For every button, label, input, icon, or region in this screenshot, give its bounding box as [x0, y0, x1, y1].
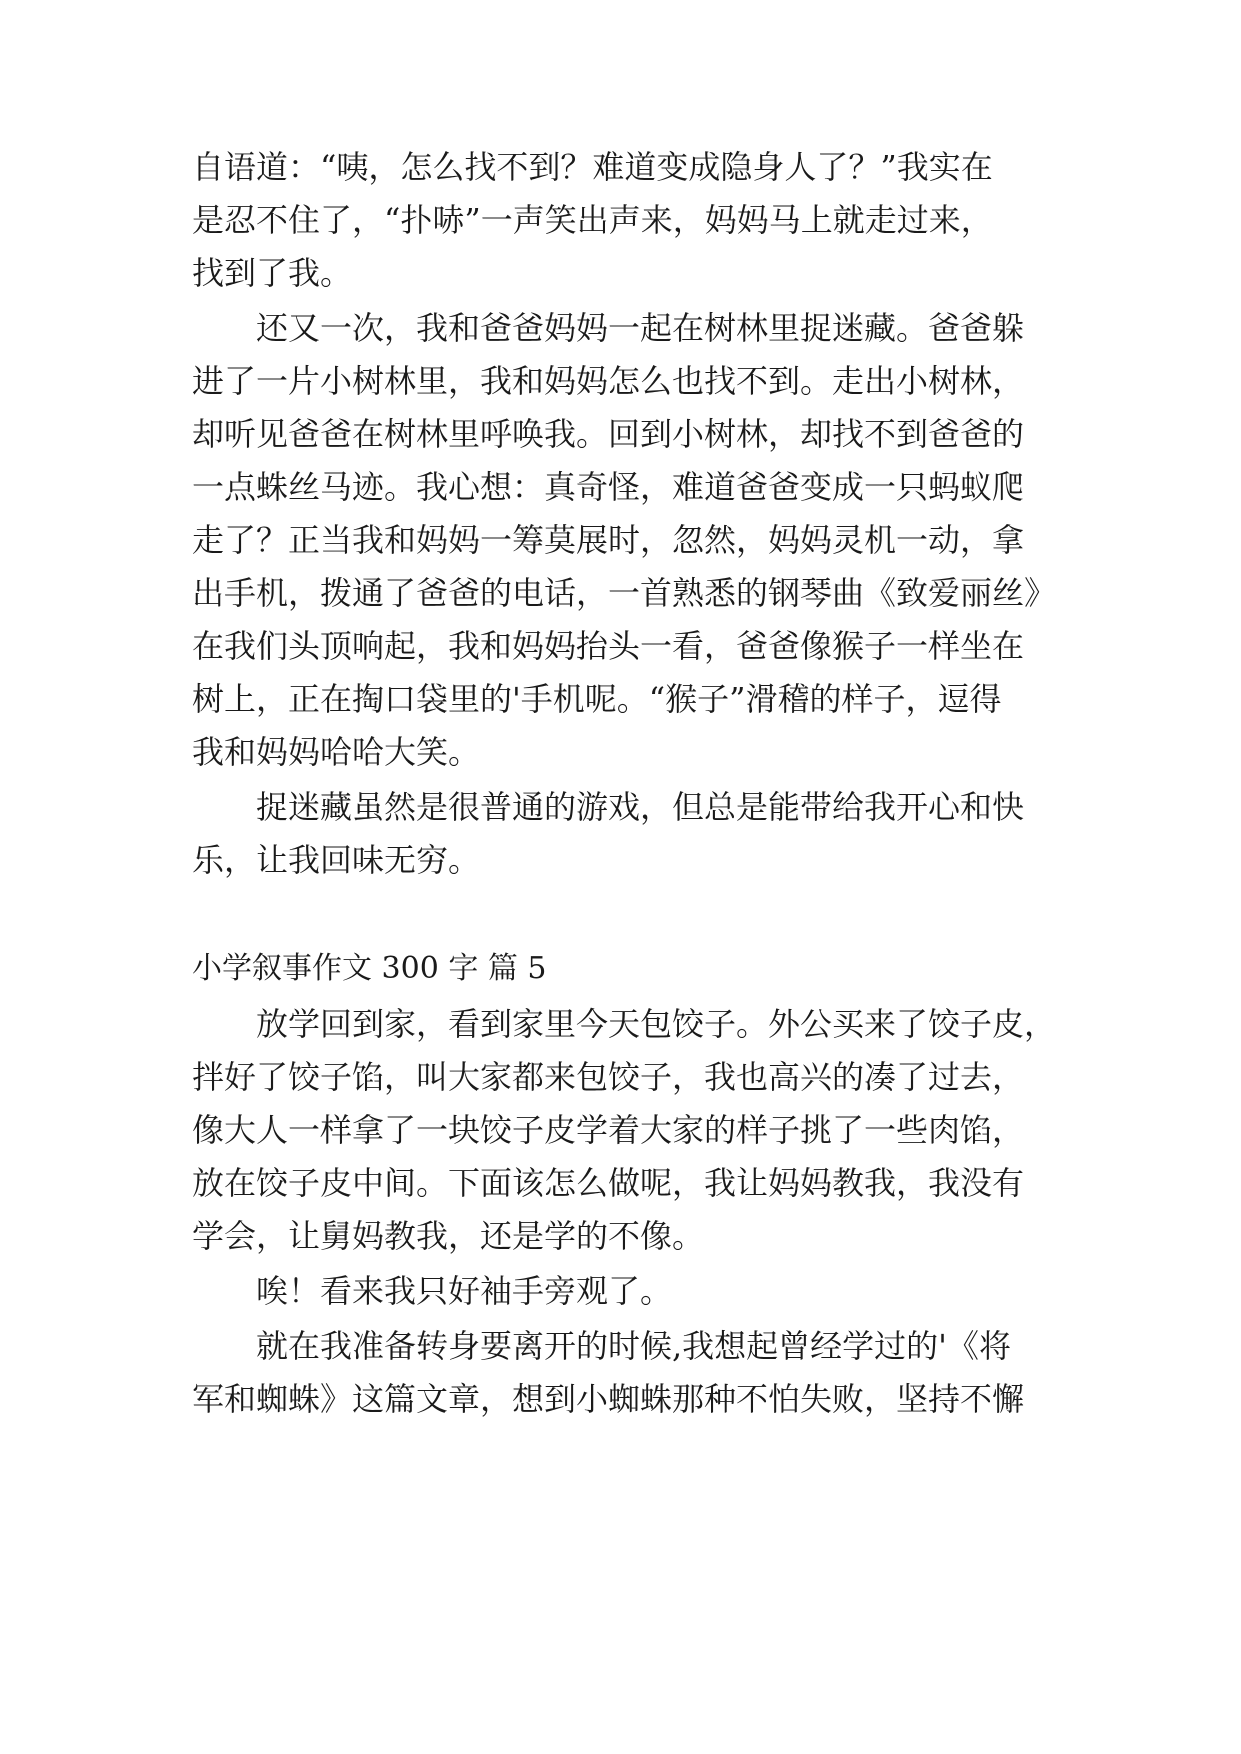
paragraph-4-line-4: 放在饺子皮中间。下面该怎么做呢，我让妈妈教我，我没有 [192, 1164, 1025, 1202]
paragraph-2-line-7: 在我们头顶响起，我和妈妈抬头一看，爸爸像猴子一样坐在 [192, 627, 1025, 665]
paragraph-6-line-1: 就在我准备转身要离开的时候,我想起曾经学过的'《将 [256, 1327, 1011, 1365]
paragraph-3-line-1: 捉迷藏虽然是很普通的游戏，但总是能带给我开心和快 [256, 788, 1025, 826]
paragraph-4-line-5: 学会，让舅妈教我，还是学的不像。 [192, 1217, 705, 1255]
paragraph-1-line-3: 找到了我。 [192, 254, 353, 292]
paragraph-2-line-3: 却听见爸爸在树林里呼唤我。回到小树林，却找不到爸爸的 [192, 415, 1025, 453]
paragraph-2-line-2: 进了一片小树林里，我和妈妈怎么也找不到。走出小树林， [192, 362, 1025, 400]
paragraph-2-line-1: 还又一次，我和爸爸妈妈一起在树林里捉迷藏。爸爸躲 [256, 309, 1025, 347]
paragraph-5-line-1: 唉！看来我只好袖手旁观了。 [256, 1272, 673, 1310]
paragraph-3-line-2: 乐，让我回味无穷。 [192, 841, 481, 879]
paragraph-6-line-2: 军和蜘蛛》这篇文章，想到小蜘蛛那种不怕失败，坚持不懈 [192, 1380, 1025, 1418]
section-heading: 小学叙事作文 300 字 篇 5 [192, 951, 547, 986]
paragraph-2-line-8: 树上，正在掏口袋里的'手机呢。“猴子”滑稽的样子，逗得 [192, 680, 1002, 718]
paragraph-4-line-3: 像大人一样拿了一块饺子皮学着大家的样子挑了一些肉馅， [192, 1111, 1025, 1149]
paragraph-2-line-9: 我和妈妈哈哈大笑。 [192, 733, 481, 771]
paragraph-2-line-4: 一点蛛丝马迹。我心想：真奇怪，难道爸爸变成一只蚂蚁爬 [192, 468, 1025, 506]
paragraph-4-line-1: 放学回到家，看到家里今天包饺子。外公买来了饺子皮， [256, 1005, 1057, 1043]
paragraph-2-line-5: 走了？正当我和妈妈一筹莫展时，忽然，妈妈灵机一动，拿 [192, 521, 1025, 559]
paragraph-1-line-2: 是忍不住了，“扑哧”一声笑出声来，妈妈马上就走过来， [192, 201, 993, 239]
paragraph-1-line-1: 自语道：“咦，怎么找不到？难道变成隐身人了？”我实在 [192, 148, 993, 186]
paragraph-2-line-6: 出手机，拨通了爸爸的电话，一首熟悉的钢琴曲《致爱丽丝》 [192, 574, 1057, 612]
paragraph-4-line-2: 拌好了饺子馅，叫大家都来包饺子，我也高兴的凑了过去， [192, 1058, 1025, 1096]
